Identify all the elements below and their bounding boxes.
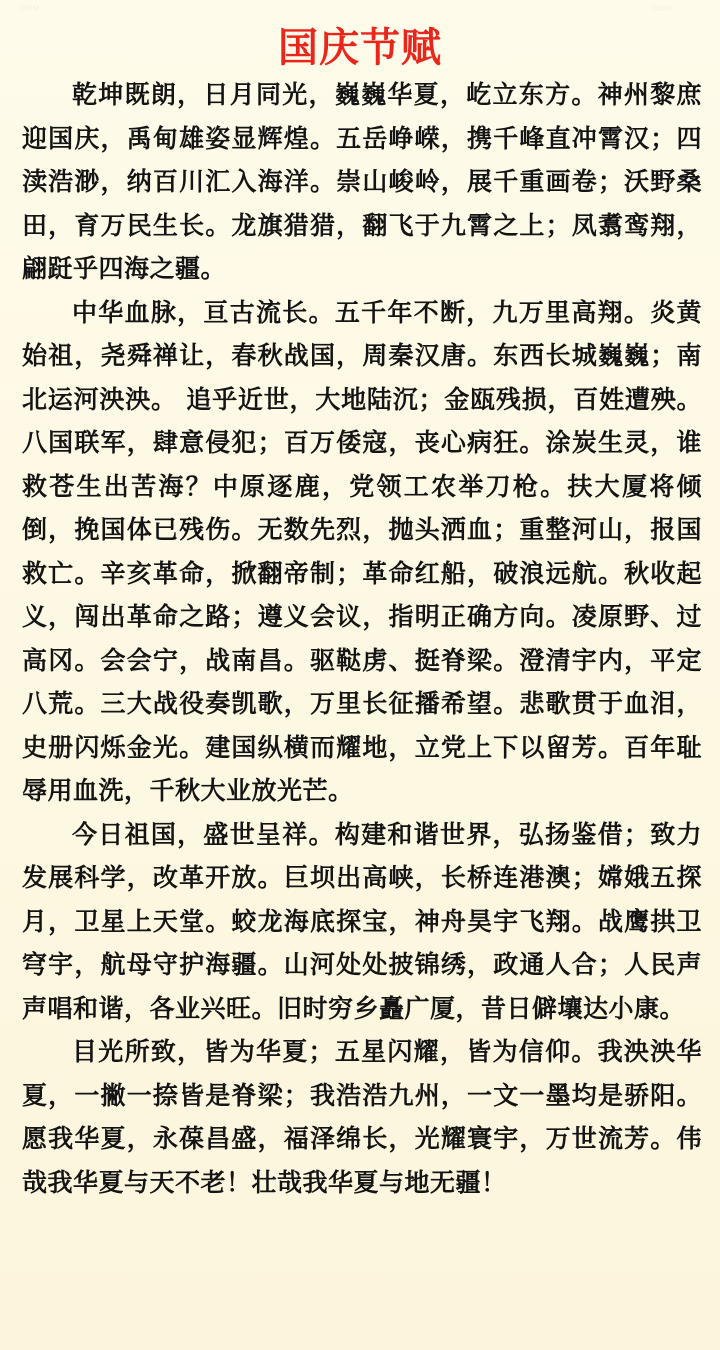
- paragraph-4: 目光所致，皆为华夏；五星闪耀，皆为信仰。我泱泱华夏，一撇一捺皆是脊梁；我浩浩九州，一文一墨均是骄阳。愿我华夏，永葆昌盛，福泽绵长，光耀寰宇，万世流芳。伟哉我华夏与天不老！壮哉我华夏与地无疆！: [22, 1037, 702, 1197]
- paragraph-3: 今日祖国，盛世呈祥。构建和谐世界，弘扬鉴借；致力发展科学，改革开放。巨坝出高峡，长桥连港澳；嫦娥五探月，卫星上天堂。蛟龙海底探宝，神舟昊宇飞翔。战鹰拱卫穹宇，航母守护海疆。山河处处披锦绣，政通人合；人民声声唱和谐，各业兴旺。旧时穷乡矗广厦，昔日僻壤达小康。: [22, 819, 702, 1023]
- paragraph-1: 乾坤既朗，日月同光，巍巍华夏，屹立东方。神州黎庶迎国庆，禹甸雄姿显辉煌。五岳峥嵘，携千峰直冲霄汉；四渎浩渺，纳百川汇入海洋。崇山峻岭，展千重画卷；沃野桑田，育万民生长。龙旗猎猎，翻飞于九霄之上；凤翥鸾翔，翩跹乎四海之疆。: [22, 80, 702, 283]
- status-bar-left: ...: [20, 0, 40, 14]
- paragraph-2: 中华血脉，亘古流长。五千年不断，九万里高翔。炎黄始祖，尧舜禅让，春秋战国，周秦汉唐。东西长城巍巍；南北运河泱泱。 追乎近世，大地陆沉；金瓯残损，百姓遭殃。八国联军，肆意侵犯；百万倭寇，丧心病狂。涂炭生灵，谁救苍生出苦海？中原逐鹿，党领工农举刀枪。扶大厦将倾倒，挽国体已残伤。无数先烈，抛头洒血；重整河山，报国救亡。辛亥革命，掀翻帝制；革命红船，破浪远航。秋收起义，闯出革命之路；遵义会议，指明正确方向。凌原野、过高冈。会会宁，战南昌。驱鞑虏、挺脊梁。澄清宇内，平定八荒。三大战役奏凯歌，万里长征播希望。悲歌贯于血泪，史册闪烁金光。建国纵横而耀地，立党上下以留芳。百年耻辱用血洗，千秋大业放光芒。: [22, 297, 702, 805]
- status-bar: [0, 0, 720, 18]
- document-title: 国庆节赋: [278, 25, 442, 71]
- document-body: [22, 73, 702, 1204]
- status-bar-right: ...: [652, 0, 672, 14]
